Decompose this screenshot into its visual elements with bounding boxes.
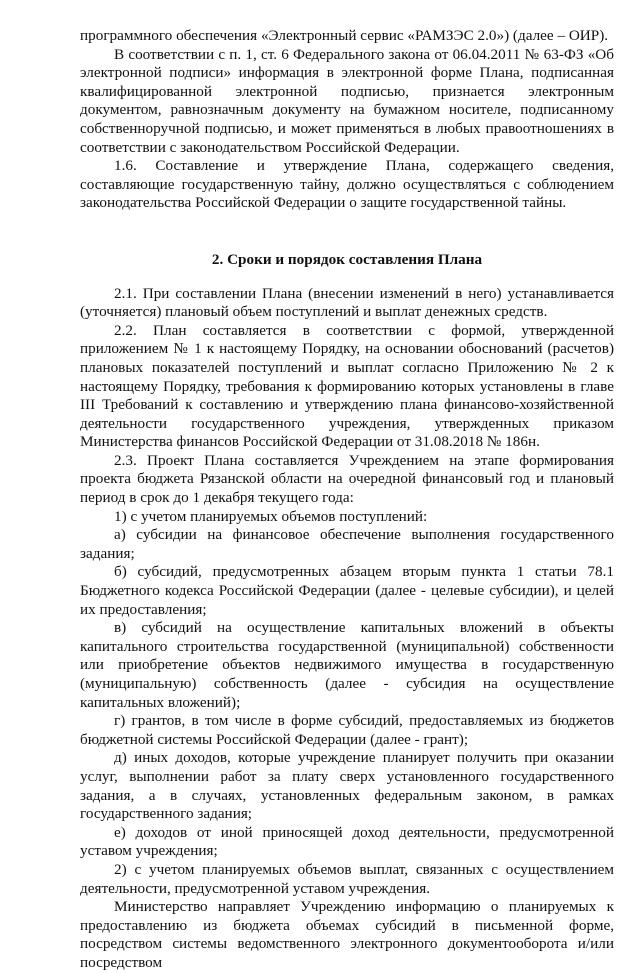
list-item-a: а) субсидии на финансовое обеспечение выполнения государственного задания; xyxy=(80,526,614,562)
paragraph-ministry: Министерство направляет Учреждению информацию о планируемых к предоставлению из бюджета объемах субсидий в письменной форме, посредством системы ведомственного электронного документооборота и/или посредством xyxy=(80,898,614,971)
list-item-g: г) грантов, в том числе в форме субсидий, предоставляемых из бюджетов бюджетной системы Российской Федерации (далее - грант); xyxy=(80,712,614,748)
section-2-heading: 2. Сроки и порядок составления Плана xyxy=(211,250,483,268)
paragraph-2-3: 2.3. Проект Плана составляется Учреждением на этапе формирования проекта бюджета Рязанской области на очередной финансовый год и плановый период в срок до 1 декабря текущего года: xyxy=(80,451,614,507)
spacer xyxy=(80,270,614,285)
list-item-d: д) иных доходов, которые учреждение планирует получить при оказании услуг, выполнении работ за плату сверх установленного государственного задания, а в случаях, установленных федеральным законом, в рамках государственного задания; xyxy=(80,749,614,823)
paragraph-2-1: 2.1. При составлении Плана (внесении изменений в него) устанавливается (уточняется) плановый объем поступлений и выплат денежных средств. xyxy=(80,284,614,321)
list-item-2: 2) с учетом планируемых объемов выплат, связанных с осуществлением деятельности, предусмотренной уставом учреждения. xyxy=(80,860,614,897)
list-item-e: е) доходов от иной приносящей доход деятельности, предусмотренной уставом учреждения; xyxy=(80,823,614,860)
paragraph-ois-continuation: программного обеспечения «Электронный сервис «РАМЗЭС 2.0») (далее – ОИР). xyxy=(80,27,609,44)
spacer xyxy=(80,232,614,251)
list-item-b: б) субсидий, предусмотренных абзацем вторым пункта 1 статьи 78.1 Бюджетного кодекса Российской Федерации (далее - целевые субсидии), и целей их предоставления; xyxy=(80,563,614,618)
paragraph-electronic-signature: В соответствии с п. 1, ст. 6 Федерального закона от 06.04.2011 № 63-ФЗ «Об электронной подписи» информация в электронной форме Плана, подписанная квалифицированной электронной подписью, признается электронным документом, равнозначным документу на бумажном носителе, подписанному собственноручной подписью, и может применяться в любых правоотношениях в соответствии с законодательством Российской Федерации. xyxy=(80,45,614,156)
paragraph-1-6: 1.6. Составление и утверждение Плана, содержащего сведения, составляющие государственную тайну, должно осуществляться с соблюдением законодательства Российской Федерации о защите государственной тайны. xyxy=(80,157,614,212)
paragraph-2-2: 2.2. План составляется в соответствии с формой, утвержденной приложением № 1 к настоящему Порядку, на основании обоснований (расчетов) плановых показателей поступлений и выплат согласно Приложению № 2 к настоящему Порядку, требования к формированию которых установлены в главе III Требований к составлению и утверждению плана финансово-хозяйственной деятельности государственного учреждения, утвержденных приказом Министерства финансов Российской Федерации от 31.08.2018 № 186н. xyxy=(80,321,614,451)
spacer xyxy=(80,213,614,232)
list-item-v: в) субсидий на осуществление капитальных вложений в объекты капитального строительства государственной (муниципальной) собственности или приобретение объектов недвижимого имущества в государственную (муниципальную) собственность (далее - субсидия на осуществление капитальных вложений); xyxy=(80,619,614,711)
list-item-1: 1) с учетом планируемых объемов поступлений: xyxy=(114,507,428,525)
